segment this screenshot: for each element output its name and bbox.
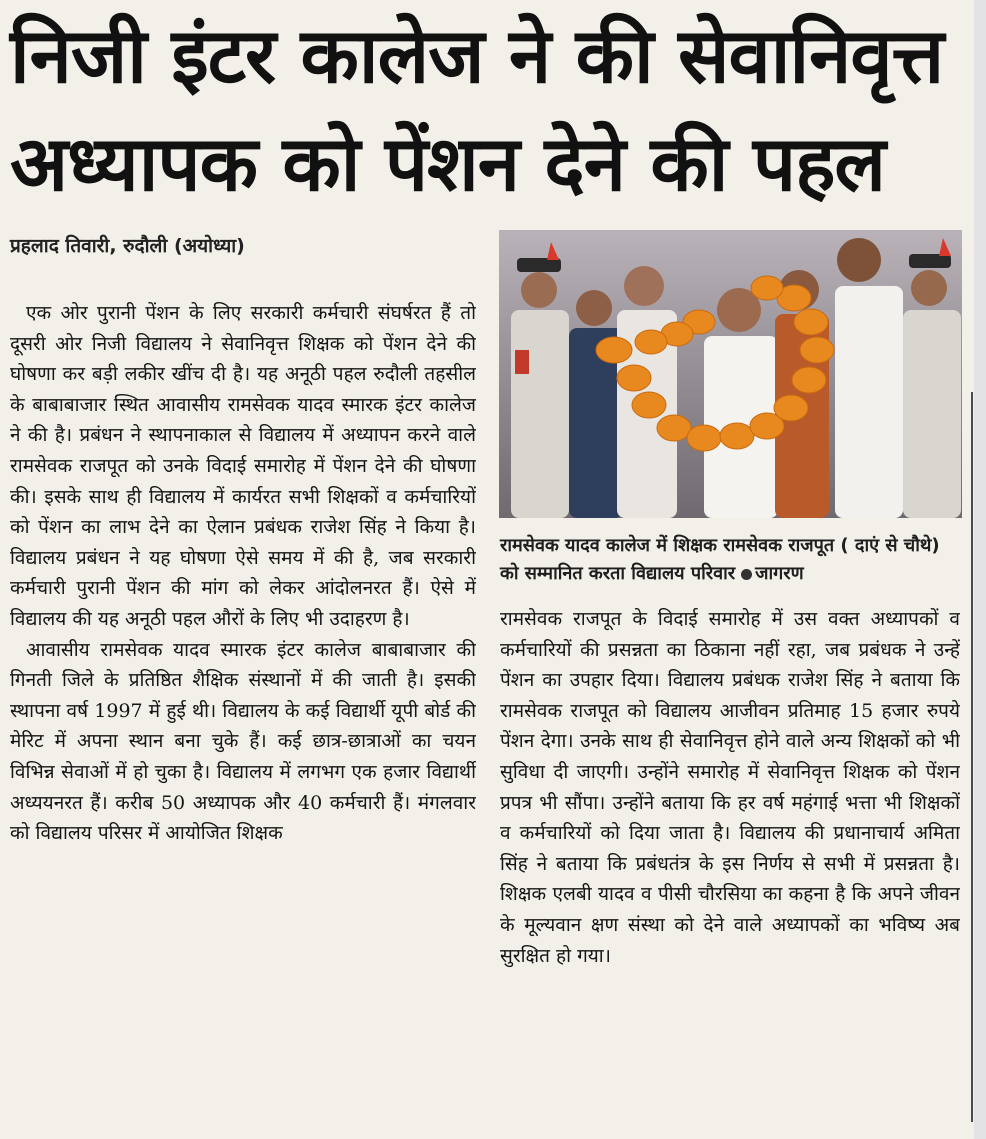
left-paragraph-1: एक ओर पुरानी पेंशन के लिए सरकारी कर्मचारी संघर्षरत हैं तो दूसरी ओर निजी विद्यालय ने सेवानिवृत्त शिक्षक को पेंशन देने की घोषणा कर बड़ी लकीर खींच दी है। यह अनूठी पहल रुदौली तहसील के बाबाबाजार स्थित आवासीय रामसेवक यादव स्मारक इंटर कालेज ने की है। प्रबंधन ने स्थापनाकाल से विद्यालय में अध्यापन करने वाले रामसेवक राजपूत को उनके विदाई समारोह में पेंशन देने की घोषणा की। इसके साथ ही विद्यालय में कार्यरत सभी शिक्षकों व कर्मचारियों को पेंशन का लाभ देने का ऐलान प्रबंधक राजेश सिंह ने किया है। विद्यालय प्रबंधन ने यह घोषणा ऐसे समय में की है, जब सरकारी कर्मचारी पुरानी पेंशन की मांग को लेकर आंदोलनरत हैं। ऐसे में विद्यालय की यह अनूठी पहल औरों के लिए भी उदाहरण है। xyxy=(10,302,476,630)
article-right-column xyxy=(500,604,960,1124)
photo-credit: जागरण xyxy=(755,563,804,584)
headline-line-2: अध्यापक को पेंशन देने की पहल xyxy=(10,119,885,208)
right-paragraph-1: रामसेवक राजपूत के विदाई समारोह में उस वक्त अध्यापकों व कर्मचारियों की प्रसन्नता का ठिकाना नहीं रहा, जब प्रबंधक ने उन्हें पेंशन का उपहार दिया। विद्यालय प्रबंधक राजेश सिंह ने बताया कि रामसेवक राजपूत को विद्यालय आजीवन प्रतिमाह 15 हजार रुपये पेंशन देगा। उनके साथ ही सेवानिवृत्त होने वाले अन्य शिक्षकों को भी सुविधा दी जाएगी। उन्होंने समारोह में सेवानिवृत्त शिक्षक को पेंशन प्रपत्र भी सौंपा। उन्होंने बताया कि हर वर्ष महंगाई भत्ता भी शिक्षकों व कर्मचारियों को दिया जाता है। विद्यालय की प्रधानाचार्य अमिता सिंह ने बताया कि प्रबंधतंत्र के इस निर्णय से सभी में प्रसन्नता है। शिक्षक एलबी यादव व पीसी चौरसिया का कहना है कि अपने जीवन के मूल्यवान क्षण संस्था को देने वाले अध्यापकों का भविष्य अब सुरक्षित हो गया। xyxy=(500,608,960,967)
article-left-column xyxy=(10,298,476,1128)
photo-caption xyxy=(500,532,960,588)
headline-line-1: निजी इंटर कालेज ने की सेवानिवृत्त xyxy=(10,11,944,100)
column-divider xyxy=(971,392,973,1122)
page-edge xyxy=(974,0,986,1139)
bullet-icon xyxy=(741,569,752,580)
photo-caption-text: रामसेवक यादव कालेज में शिक्षक रामसेवक राजपूत ( दाएं से चौथे) को सम्मानित करता विद्यालय परिवार xyxy=(500,535,940,584)
felicitation-photo xyxy=(499,230,962,518)
byline: प्रहलाद तिवारी, रुदौली (अयोध्या) xyxy=(10,235,245,257)
left-paragraph-2: आवासीय रामसेवक यादव स्मारक इंटर कालेज बाबाबाजार की गिनती जिले के प्रतिष्ठित शैक्षिक संस्थानों में की जाती है। इसकी स्थापना वर्ष 1997 में हुई थी। विद्यालय के कई विद्यार्थी यूपी बोर्ड की मेरिट में अपना स्थान बना चुके हैं। कई छात्र-छात्राओं का चयन विभिन्न सेवाओं में हो चुका है। विद्यालय में लगभग एक हजार विद्यार्थी अध्ययनरत हैं। करीब 50 अध्यापक और 40 कर्मचारी हैं। मंगलवार को विद्यालय परिसर में आयोजित शिक्षक xyxy=(10,638,476,845)
